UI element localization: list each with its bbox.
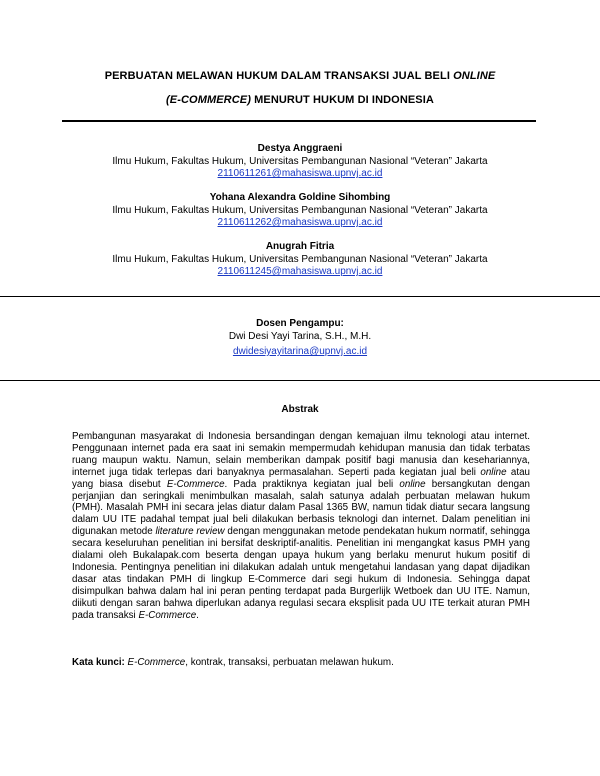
supervisor-divider (0, 380, 600, 381)
abstract-text: atau yang biasa disebut (72, 466, 530, 490)
author-affiliation: Ilmu Hukum, Fakultas Hukum, Universitas Pembangunan Nasional “Veteran” Jakarta (112, 253, 488, 265)
authors-divider (0, 296, 600, 297)
supervisor-heading: Dosen Pengampu: (256, 318, 344, 329)
keywords-line (72, 657, 530, 669)
abstract-text: . (196, 609, 199, 621)
abstract-italic-term: online (480, 466, 507, 478)
abstract-italic-term: E-Commerce (138, 609, 197, 621)
abstract-italic-term: online (399, 478, 426, 490)
keywords-rest: , kontrak, transaksi, perbuatan melawan hukum. (185, 657, 394, 668)
abstract-text: . Pada praktiknya kegiatan jual beli (224, 478, 400, 490)
author-email-link[interactable]: 2110611261@mahasiswa.upnvj.ac.id (217, 168, 383, 179)
author-block-1 (30, 143, 570, 181)
title-line1-prefix: PERBUATAN MELAWAN HUKUM DALAM TRANSAKSI JUAL BELI (104, 70, 454, 82)
author-name: Yohana Alexandra Goldine Sihombing (209, 192, 391, 203)
author-block-2 (30, 192, 570, 230)
keywords-italic: E-Commerce (127, 657, 186, 668)
paper-title-line-2 (30, 94, 570, 106)
title-line2-italic: (E-COMMERCE) (166, 94, 251, 106)
abstract-body (72, 431, 530, 622)
author-name: Anugrah Fitria (265, 241, 335, 252)
abstract-text: dengan menggunakan metode pendekatan hukum normatif, sehingga secara keseluruhan penelitian ini bersifat deskriptif-analitis. Penelitian ini mengangkat kasus PMH yang dialami oleh Bukalapak.com beserta dengan upaya hukum yang berlaku menurut hukum positif di Indonesia. Pentingnya penelitian ini dilakukan adalah untuk mengetahui landasan yang dapat dijadikan dasar atas tindakan PMH di lingkup E-Commerce dari segi hukum di Indonesia. Sehingga dapat disimpulkan bahwa dalam hal ini peran penting terdapat pada Burgerlijk Wetboek dan UU ITE. Namun, diikuti dengan saran bahwa diperlukan adanya regulasi secara eksplisit pada UU ITE terkait aturan PMH pada transaksi (72, 526, 530, 621)
author-name: Destya Anggraeni (257, 143, 343, 154)
title-line2-suffix: MENURUT HUKUM DI INDONESIA (250, 94, 434, 106)
abstract-text: Pembangunan masyarakat di Indonesia bersandingan dengan kemajuan ilmu teknologi atau internet. Penggunaan internet pada era saat ini semakin mempermudah kehidupan manusia dan tidak terbatas ruang maupun waktu. Namun, selain memberikan dampak positif bagi manusia dan kesehariannya, internet juga tidak terlepas dari banyaknya permasalahan. Seperti pada kegiatan jual beli (72, 431, 530, 478)
abstract-italic-term: literature review (155, 526, 225, 538)
abstract-italic-term: E-Commerce (166, 478, 225, 490)
author-email-link[interactable]: 2110611245@mahasiswa.upnvj.ac.id (217, 266, 383, 277)
abstract-heading: Abstrak (281, 404, 319, 415)
title-line1-italic: ONLINE (453, 70, 496, 82)
supervisor-name: Dwi Desi Yayi Tarina, S.H., M.H. (228, 330, 372, 342)
author-email-link[interactable]: 2110611262@mahasiswa.upnvj.ac.id (217, 217, 383, 228)
author-affiliation: Ilmu Hukum, Fakultas Hukum, Universitas Pembangunan Nasional “Veteran” Jakarta (112, 155, 488, 167)
abstract-text: bersangkutan dengan perjanjian dan seringkali menimbulkan masalah, salah satunya adalah perbuatan melawan hukum (PMH). Masalah PMH ini secara jelas diatur dalam Pasal 1365 BW, namun tidak diatur secara langsung dalam UU ITE padahal tempat jual beli dilakukan berbasis teknologi dan internet. Dalam penelitian ini digunakan metode (72, 478, 531, 538)
supervisor-block (30, 318, 570, 359)
keywords-label: Kata kunci: (72, 657, 125, 668)
supervisor-email-link[interactable]: dwidesiyayitarina@upnvj.ac.id (232, 346, 368, 357)
title-divider (62, 120, 536, 122)
author-block-3 (30, 241, 570, 279)
paper-title-line-1 (30, 70, 570, 82)
author-affiliation: Ilmu Hukum, Fakultas Hukum, Universitas Pembangunan Nasional “Veteran” Jakarta (112, 204, 488, 216)
